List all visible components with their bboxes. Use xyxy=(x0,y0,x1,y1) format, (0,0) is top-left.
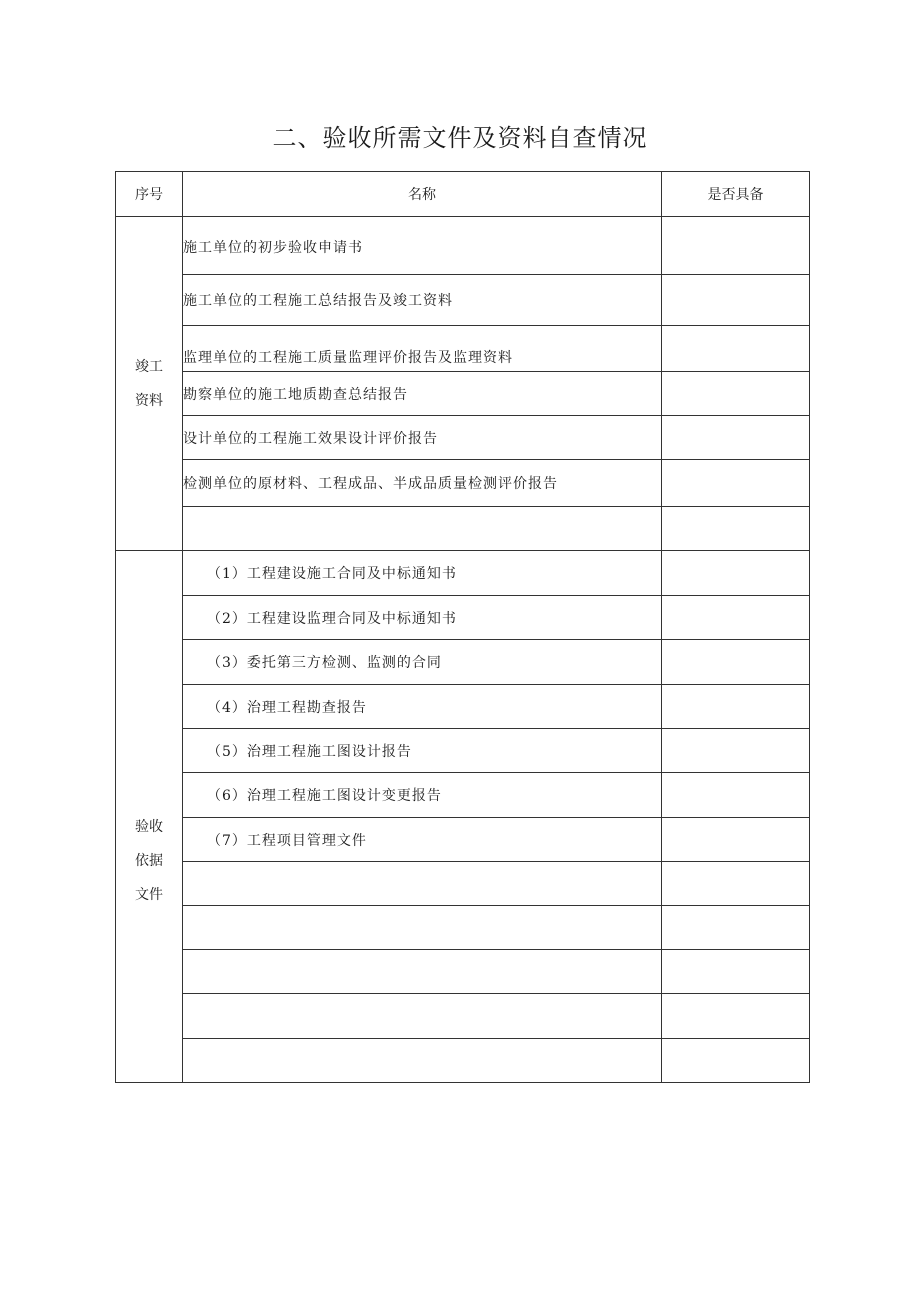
item-name[interactable] xyxy=(183,950,662,994)
table-row xyxy=(116,326,810,372)
table-row xyxy=(116,275,810,326)
table-row xyxy=(116,950,810,994)
available-cell[interactable] xyxy=(662,551,810,596)
header-index: 序号 xyxy=(116,172,183,217)
available-cell[interactable] xyxy=(662,818,810,862)
item-name[interactable] xyxy=(183,906,662,950)
table-row xyxy=(116,507,810,551)
table-row xyxy=(116,862,810,906)
table-row xyxy=(116,773,810,818)
page-title: 二、验收所需文件及资料自查情况 xyxy=(272,124,648,152)
item-name[interactable] xyxy=(183,994,662,1039)
item-name: 设计单位的工程施工效果设计评价报告 xyxy=(183,416,662,460)
table-row xyxy=(116,729,810,773)
available-cell[interactable] xyxy=(662,1039,810,1083)
table-row xyxy=(116,685,810,729)
table-row xyxy=(116,596,810,640)
available-cell[interactable] xyxy=(662,685,810,729)
table-row xyxy=(116,818,810,862)
table-row xyxy=(116,217,810,275)
table-row xyxy=(116,551,810,596)
table-row xyxy=(116,416,810,460)
item-name: （7）工程项目管理文件 xyxy=(183,818,662,862)
item-name: （3）委托第三方检测、监测的合同 xyxy=(183,640,662,685)
available-cell[interactable] xyxy=(662,507,810,551)
item-name: （4）治理工程勘查报告 xyxy=(183,685,662,729)
header-name: 名称 xyxy=(183,172,662,217)
table-row xyxy=(116,640,810,685)
available-cell[interactable] xyxy=(662,596,810,640)
available-cell[interactable] xyxy=(662,217,810,275)
available-cell[interactable] xyxy=(662,994,810,1039)
group-label-acceptance-basis: 验收 依据 文件 xyxy=(116,551,183,1083)
table-row xyxy=(116,372,810,416)
available-cell[interactable] xyxy=(662,275,810,326)
item-name: （2）工程建设监理合同及中标通知书 xyxy=(183,596,662,640)
available-cell[interactable] xyxy=(662,326,810,372)
item-name: （6）治理工程施工图设计变更报告 xyxy=(183,773,662,818)
item-name[interactable] xyxy=(183,1039,662,1083)
self-check-table xyxy=(115,171,810,1083)
table-row xyxy=(116,994,810,1039)
available-cell[interactable] xyxy=(662,906,810,950)
available-cell[interactable] xyxy=(662,950,810,994)
available-cell[interactable] xyxy=(662,416,810,460)
table-header-row xyxy=(116,172,810,217)
item-name[interactable] xyxy=(183,507,662,551)
item-name: （1）工程建设施工合同及中标通知书 xyxy=(183,551,662,596)
item-name: 监理单位的工程施工质量监理评价报告及监理资料 xyxy=(183,326,662,372)
item-name: 勘察单位的施工地质勘查总结报告 xyxy=(183,372,662,416)
table-row xyxy=(116,1039,810,1083)
table-row xyxy=(116,460,810,507)
item-name: （5）治理工程施工图设计报告 xyxy=(183,729,662,773)
available-cell[interactable] xyxy=(662,640,810,685)
available-cell[interactable] xyxy=(662,773,810,818)
item-name: 施工单位的初步验收申请书 xyxy=(183,217,662,275)
group-label-completion: 竣工 资料 xyxy=(116,217,183,551)
item-name[interactable] xyxy=(183,862,662,906)
available-cell[interactable] xyxy=(662,729,810,773)
available-cell[interactable] xyxy=(662,862,810,906)
header-available: 是否具备 xyxy=(662,172,810,217)
table-row xyxy=(116,906,810,950)
available-cell[interactable] xyxy=(662,460,810,507)
item-name: 施工单位的工程施工总结报告及竣工资料 xyxy=(183,275,662,326)
available-cell[interactable] xyxy=(662,372,810,416)
item-name: 检测单位的原材料、工程成品、半成品质量检测评价报告 xyxy=(183,460,662,507)
